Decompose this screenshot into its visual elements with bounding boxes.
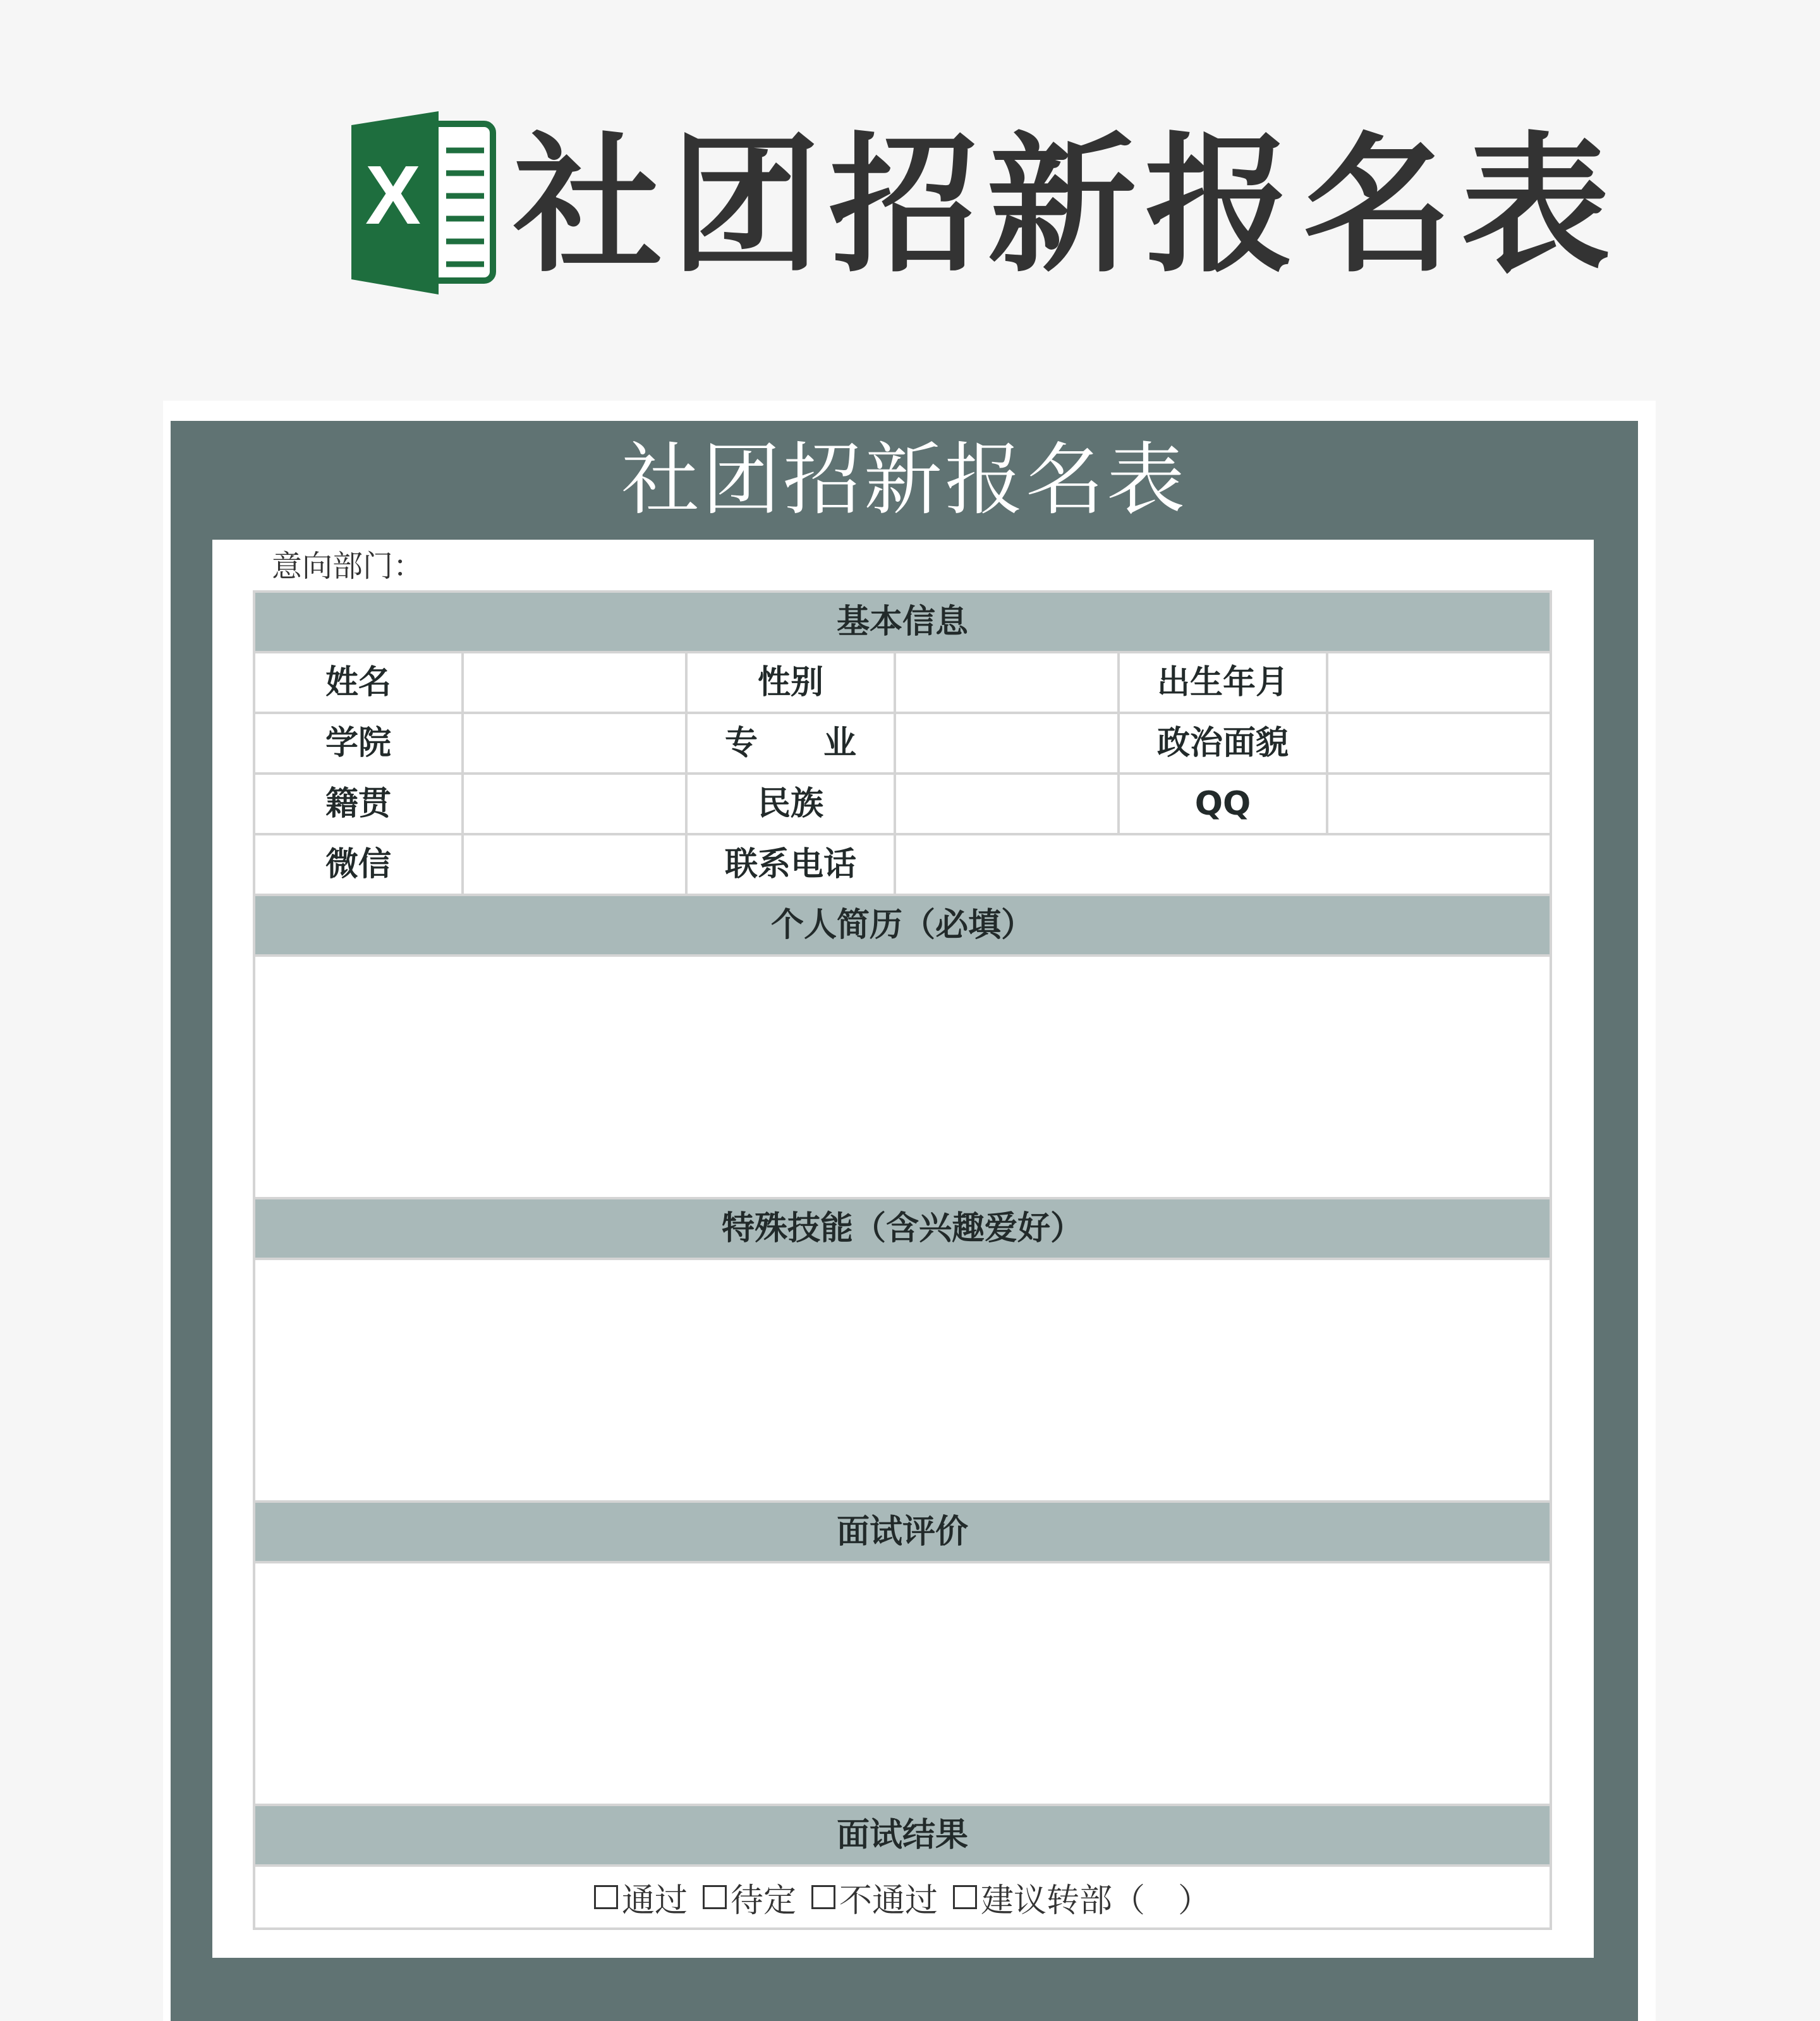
option-pass[interactable]	[594, 1874, 688, 1921]
result-options	[255, 1867, 1550, 1927]
option-label: 待定	[730, 1881, 796, 1920]
skills-area[interactable]	[255, 1260, 1550, 1503]
major-field[interactable]	[896, 714, 1120, 772]
gender-field[interactable]	[896, 653, 1120, 712]
label-birth: 出生年月	[1120, 653, 1328, 712]
name-field[interactable]	[464, 653, 688, 712]
form-grid	[253, 590, 1552, 1930]
qq-field[interactable]	[1328, 775, 1550, 833]
form-banner-title: 社团招新报名表	[621, 435, 1187, 526]
option-label: 不通过	[839, 1881, 938, 1920]
option-pending[interactable]	[703, 1874, 796, 1921]
wechat-field[interactable]	[464, 835, 688, 894]
phone-field[interactable]	[896, 835, 1550, 894]
label-name: 姓名	[255, 653, 464, 712]
label-hometown: 籍贯	[255, 775, 464, 833]
label-gender: 性别	[688, 653, 896, 712]
logo-letter: X	[365, 149, 422, 241]
option-fail[interactable]	[811, 1874, 938, 1921]
basic-row-3	[255, 775, 1550, 835]
dept-label: 意向部门：	[272, 549, 424, 584]
political-status-field[interactable]	[1328, 714, 1550, 772]
evaluation-area[interactable]	[255, 1563, 1550, 1806]
ethnicity-field[interactable]	[896, 775, 1120, 833]
checkbox-icon[interactable]	[594, 1885, 618, 1909]
checkbox-icon[interactable]	[811, 1885, 835, 1909]
section-evaluation: 面试评价	[255, 1503, 1550, 1563]
label-phone: 联系电话	[688, 835, 896, 894]
label-major: 专 业	[688, 714, 896, 772]
basic-row-4	[255, 835, 1550, 896]
section-basic-info: 基本信息	[255, 593, 1550, 653]
page-title: 社团招新报名表	[513, 119, 1620, 293]
excel-logo-icon	[351, 111, 497, 294]
hometown-field[interactable]	[464, 775, 688, 833]
college-field[interactable]	[464, 714, 688, 772]
checkbox-icon[interactable]	[703, 1885, 727, 1909]
form-paper	[212, 540, 1594, 1958]
option-label: 建议转部（ ）	[981, 1881, 1211, 1920]
page-header	[0, 0, 1820, 354]
label-college: 学院	[255, 714, 464, 772]
label-wechat: 微信	[255, 835, 464, 894]
option-label: 通过	[621, 1881, 688, 1920]
form-frame	[171, 421, 1638, 2021]
checkbox-icon[interactable]	[953, 1885, 977, 1909]
option-transfer[interactable]	[953, 1874, 1211, 1921]
label-qq: QQ	[1120, 775, 1328, 833]
basic-row-1	[255, 653, 1550, 714]
intended-department	[272, 546, 550, 586]
basic-row-2	[255, 714, 1550, 775]
section-result: 面试结果	[255, 1806, 1550, 1867]
section-skills: 特殊技能（含兴趣爱好）	[255, 1199, 1550, 1260]
label-political-status: 政治面貌	[1120, 714, 1328, 772]
resume-area[interactable]	[255, 957, 1550, 1199]
birth-field[interactable]	[1328, 653, 1550, 712]
section-resume: 个人简历（必填）	[255, 896, 1550, 957]
label-ethnicity: 民族	[688, 775, 896, 833]
